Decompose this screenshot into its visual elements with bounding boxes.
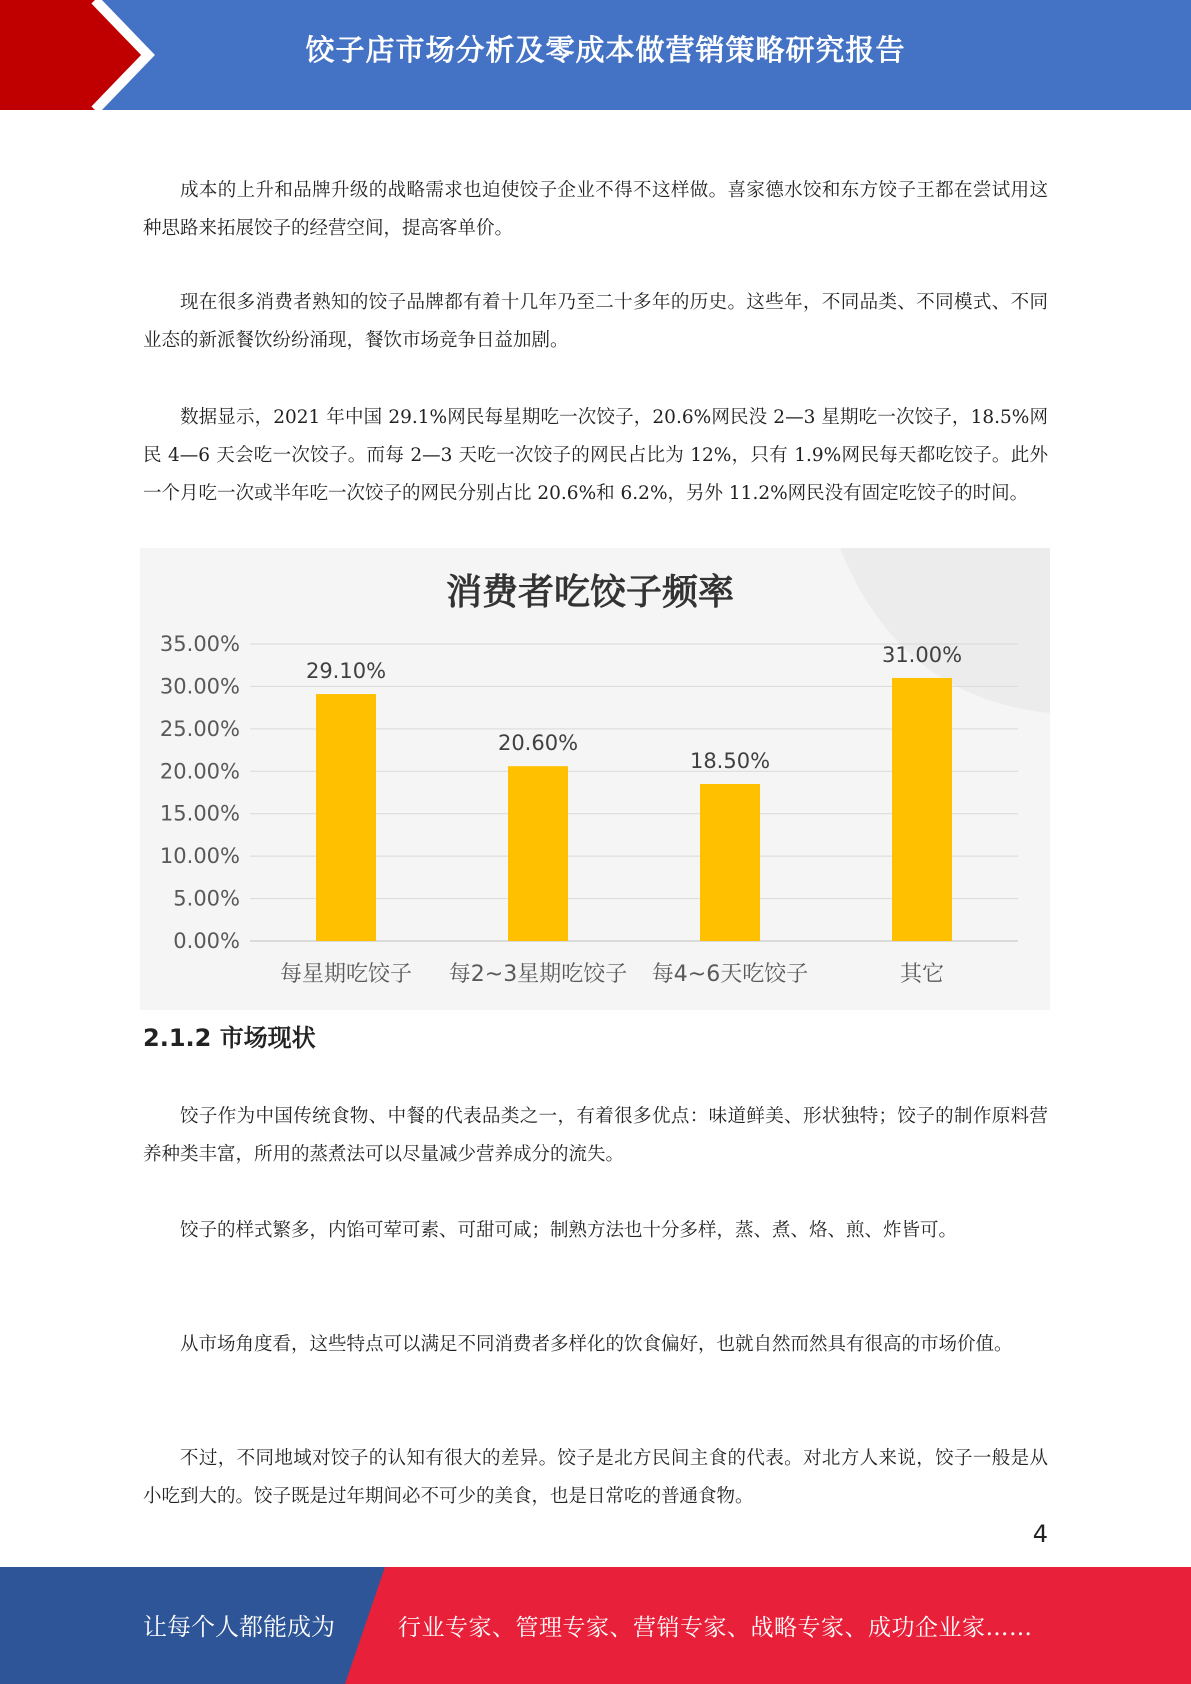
y-tick-label: 15.00% [159, 801, 240, 826]
y-tick-label: 5.00% [173, 886, 240, 911]
data-label: 29.10% [305, 659, 387, 684]
section-heading: 2.1.2 市场现状 [143, 1024, 316, 1052]
paragraph-2: 现在很多消费者熟知的饺子品牌都有着十几年乃至二十多年的历史。这些年，不同品类、不同模式、不同业态的新派餐饮纷纷涌现，餐饮市场竞争日益加剧。 [143, 292, 1048, 351]
bar [508, 766, 568, 941]
paragraph-6: 从市场角度看，这些特点可以满足不同消费者多样化的饮食偏好，也就自然而然具有很高的市场价值。 [180, 1334, 1013, 1355]
paragraph-1: 成本的上升和品牌升级的战略需求也迫使饺子企业不得不这样做。喜家德水饺和东方饺子王都在尝试用这种思路来拓展饺子的经营空间，提高客单价。 [143, 180, 1048, 239]
y-tick-label: 0.00% [173, 929, 240, 953]
x-tick-label: 每星期吃饺子 [279, 962, 413, 987]
paragraph-5: 饺子的样式繁多，内馅可荤可素、可甜可咸；制熟方法也十分多样，蒸、煮、烙、煎、炸皆可。 [180, 1220, 958, 1241]
page-number: 4 [1032, 1520, 1048, 1548]
data-label: 31.00% [881, 642, 963, 667]
document-title: 饺子店市场分析及零成本做营销策略研究报告 [305, 33, 906, 67]
paragraph-4: 饺子作为中国传统食物、中餐的代表品类之一，有着很多优点：味道鲜美、形状独特；饺子的制作原料营养种类丰富，所用的蒸煮法可以尽量减少营养成分的流失。 [143, 1106, 1048, 1165]
paragraph-3: 数据显示，2021 年中国 29.1%网民每星期吃一次饺子，20.6%网民没 2—3 星期吃一次饺子，18.5%网民 4—6 天会吃一次饺子。而每 2—3 天吃一次饺子的网民占比为 12%，只有 1.9%网民每天都吃饺子。此外一个月吃一次或半年吃一次饺子的网民分别占比 20.6%和 6.2%，另外 11.2%网民没有固定吃饺子的时间。 [143, 407, 1048, 504]
page-header [0, 0, 1191, 110]
y-tick-label: 35.00% [159, 632, 240, 656]
chart-title: 消费者吃饺子频率 [445, 572, 735, 613]
page-footer [0, 1567, 1191, 1684]
frequency-chart [140, 548, 1050, 1010]
footer-slogan-right: 行业专家、管理专家、营销专家、战略专家、成功企业家…… [398, 1615, 1033, 1641]
bar [316, 694, 376, 941]
footer-slogan-left: 让每个人都能成为 [143, 1613, 335, 1641]
y-tick-label: 10.00% [159, 844, 240, 869]
y-tick-label: 20.00% [159, 759, 240, 784]
chart-canvas [140, 548, 1050, 1010]
x-tick-label: 其它 [899, 962, 945, 987]
data-label: 20.60% [497, 731, 579, 756]
data-label: 18.50% [689, 749, 771, 774]
paragraph-7: 不过，不同地域对饺子的认知有很大的差异。饺子是北方民间主食的代表。对北方人来说，饺子一般是从小吃到大的。饺子既是过年期间必不可少的美食，也是日常吃的普通食物。 [143, 1448, 1048, 1507]
y-tick-label: 30.00% [159, 674, 240, 699]
x-tick-label: 每2~3星期吃饺子 [448, 962, 628, 987]
x-tick-label: 每4~6天吃饺子 [651, 962, 809, 987]
y-tick-label: 25.00% [159, 716, 240, 741]
bar [892, 678, 952, 941]
bar [700, 784, 760, 941]
